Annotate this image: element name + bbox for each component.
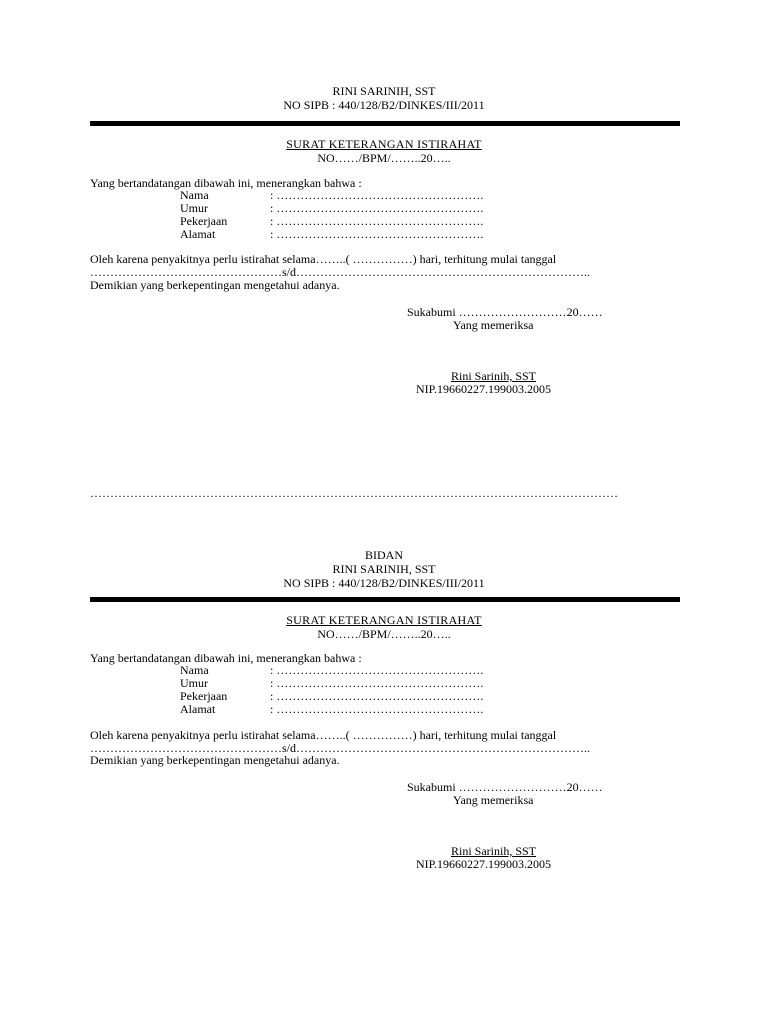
reason-line-1: Oleh karena penyakitnya perlu istirahat selama……..( ……………) hari, terhitung mulai tanggal: [90, 728, 557, 742]
field-label: Pekerjaan: [180, 214, 228, 228]
reason-line-2: …………………………………………s/d………………………………………………………………..: [90, 265, 591, 279]
letter2-header: [0, 548, 768, 590]
field-value: : …………………………………………….: [270, 201, 484, 215]
practitioner-role: BIDAN: [365, 548, 403, 562]
field-label: Pekerjaan: [180, 689, 228, 703]
letter-number: NO……/BPM/……..20…..: [317, 627, 451, 641]
field-label: Nama: [180, 663, 209, 677]
closing-text: Demikian yang berkepentingan mengetahui adanya.: [90, 753, 340, 767]
field-label: Umur: [180, 201, 208, 215]
intro-text: Yang bertandatangan dibawah ini, menerangkan bahwa :: [90, 176, 362, 190]
field-value: : …………………………………………….: [270, 689, 484, 703]
header-rule: [90, 597, 680, 602]
reason-line-1: Oleh karena penyakitnya perlu istirahat selama……..( ……………) hari, terhitung mulai tanggal: [90, 252, 557, 266]
intro-text: Yang bertandatangan dibawah ini, menerangkan bahwa :: [90, 651, 362, 665]
letter-number: NO……/BPM/……..20…..: [317, 151, 451, 165]
letter-title: SURAT KETERANGAN ISTIRAHAT: [286, 613, 482, 627]
letter-title: SURAT KETERANGAN ISTIRAHAT: [286, 137, 482, 151]
examiner-label: Yang memeriksa: [453, 318, 534, 332]
closing-text: Demikian yang berkepentingan mengetahui adanya.: [90, 278, 340, 292]
field-value: : …………………………………………….: [270, 702, 484, 716]
field-label: Alamat: [180, 702, 216, 716]
letter1-title-block: [0, 137, 768, 165]
sipb-number: NO SIPB : 440/128/B2/DINKES/III/2011: [283, 576, 485, 590]
signer-nip: NIP.19660227.199003.2005: [416, 382, 552, 396]
reason-line-2: …………………………………………s/d………………………………………………………………..: [90, 741, 591, 755]
sipb-number: NO SIPB : 440/128/B2/DINKES/III/2011: [283, 98, 485, 112]
cut-separator: ……………………………………………………………………………………………………………………: [90, 486, 618, 500]
place-date: Sukabumi ………………………20……: [407, 780, 603, 794]
field-value: : …………………………………………….: [270, 214, 484, 228]
field-value: : …………………………………………….: [270, 188, 484, 202]
field-value: : …………………………………………….: [270, 227, 484, 241]
field-label: Nama: [180, 188, 209, 202]
signer-name: Rini Sarinih, SST: [451, 369, 537, 383]
practitioner-name: RINI SARINIH, SST: [332, 562, 436, 576]
letter2-title-block: [0, 613, 768, 641]
signer-name: Rini Sarinih, SST: [451, 844, 537, 858]
examiner-label: Yang memeriksa: [453, 793, 534, 807]
field-label: Alamat: [180, 227, 216, 241]
header-rule: [90, 121, 680, 126]
field-value: : …………………………………………….: [270, 676, 484, 690]
field-alamat: [180, 703, 483, 716]
letter1-header: [0, 84, 768, 112]
field-alamat: [180, 228, 483, 241]
field-label: Umur: [180, 676, 208, 690]
place-date: Sukabumi ………………………20……: [407, 305, 603, 319]
signer-nip: NIP.19660227.199003.2005: [416, 857, 552, 871]
field-value: : …………………………………………….: [270, 663, 484, 677]
practitioner-name: RINI SARINIH, SST: [332, 84, 436, 98]
